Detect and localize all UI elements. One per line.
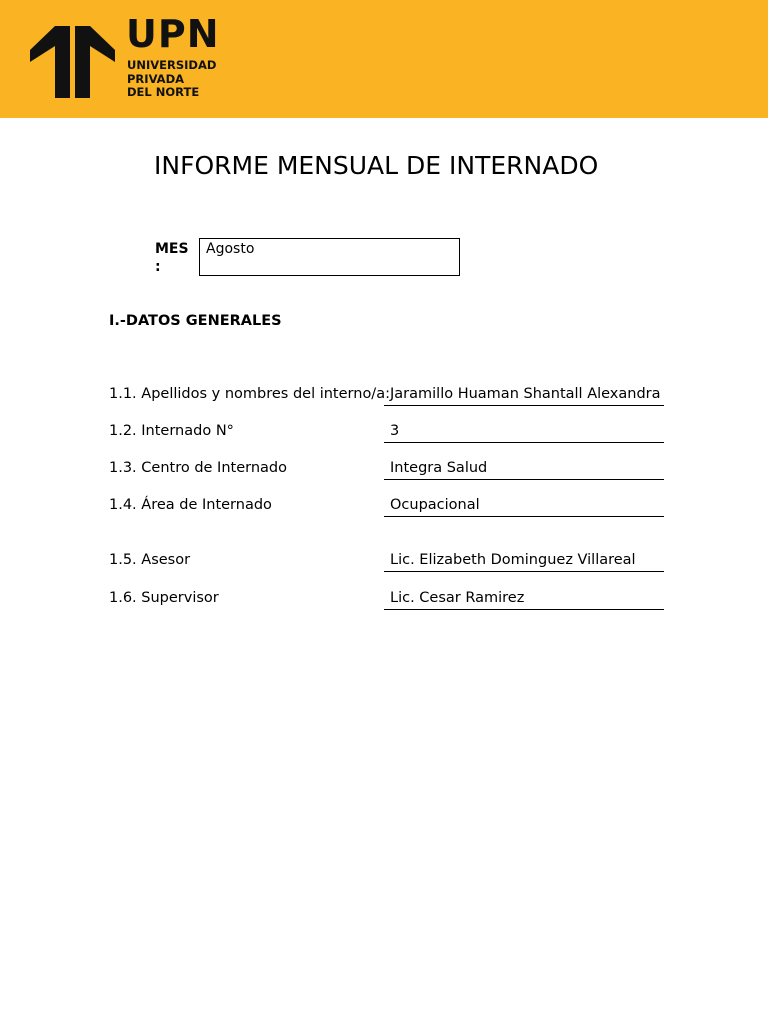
field-value-line[interactable]	[384, 590, 664, 610]
field-value-line[interactable]	[384, 497, 664, 517]
field-label: 1.1. Apellidos y nombres del interno/a:	[109, 386, 390, 402]
month-value: Agosto	[206, 241, 255, 257]
field-row-internado-numero	[109, 423, 669, 443]
logo-line: UNIVERSIDAD	[127, 58, 217, 72]
field-value: Integra Salud	[390, 460, 488, 476]
field-value: Lic. Elizabeth Dominguez Villareal	[390, 552, 636, 568]
field-value: Lic. Cesar Ramirez	[390, 590, 525, 606]
logo-subtitle	[127, 59, 216, 100]
upn-logo	[28, 12, 228, 100]
field-row-asesor	[109, 552, 669, 572]
field-label: 1.3. Centro de Internado	[109, 460, 287, 476]
logo-line: DEL NORTE	[127, 85, 200, 99]
field-value: Jaramillo Huaman Shantall Alexandra	[390, 386, 661, 402]
upn-logo-mark-icon	[28, 20, 118, 98]
field-row-supervisor	[109, 590, 669, 610]
field-label: 1.6. Supervisor	[109, 590, 219, 606]
section-heading: I.-DATOS GENERALES	[109, 313, 282, 329]
logo-line: PRIVADA	[127, 71, 185, 86]
logo-title: UPN	[126, 12, 220, 56]
field-value: Ocupacional	[390, 497, 480, 513]
field-value-line[interactable]	[384, 386, 664, 406]
field-label: 1.2. Internado N°	[109, 423, 234, 439]
field-row-interno	[109, 386, 669, 406]
field-label: 1.4. Área de Internado	[109, 497, 272, 513]
field-row-area	[109, 497, 669, 517]
field-value-line[interactable]	[384, 423, 664, 443]
field-value-line[interactable]	[384, 460, 664, 480]
field-value-line[interactable]	[384, 552, 664, 572]
header-band	[0, 0, 768, 118]
field-row-centro	[109, 460, 669, 480]
field-label: 1.5. Asesor	[109, 552, 191, 568]
month-label: MES :	[155, 241, 189, 275]
month-field[interactable]	[199, 238, 460, 276]
document-title: INFORME MENSUAL DE INTERNADO	[154, 151, 599, 180]
field-value: 3	[390, 423, 400, 439]
